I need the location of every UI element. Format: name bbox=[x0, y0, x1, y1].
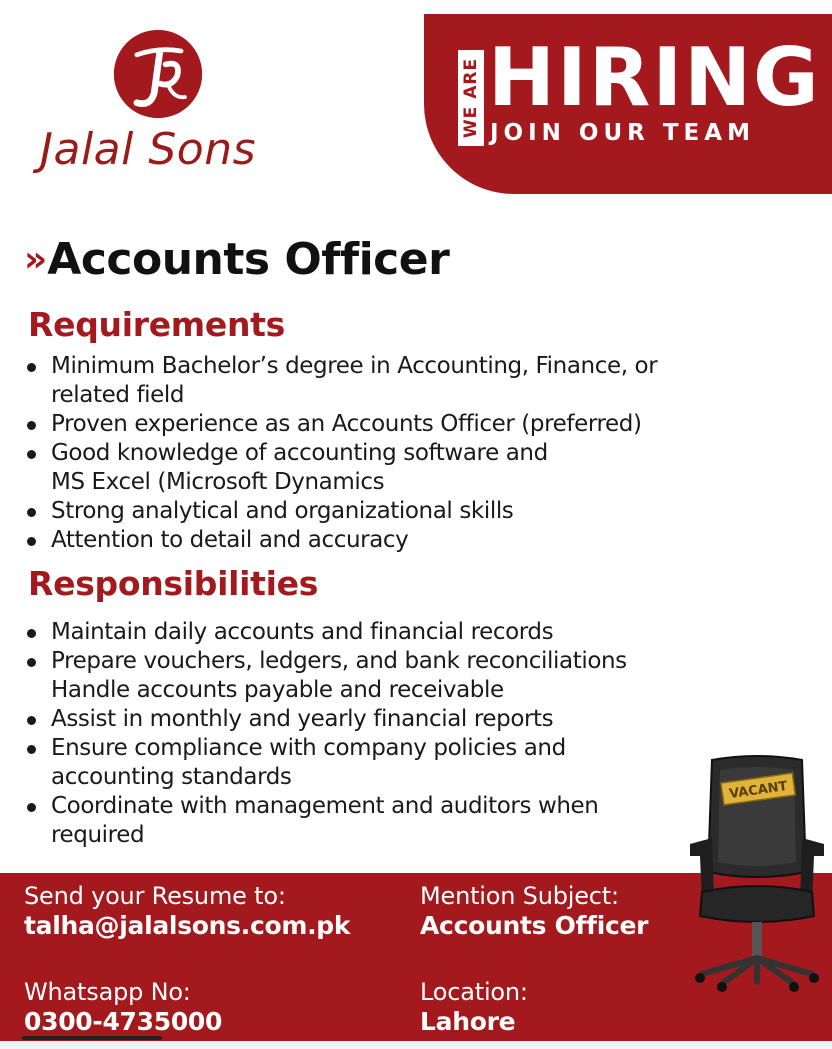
requirements-heading: Requirements bbox=[28, 305, 285, 344]
responsibilities-list bbox=[24, 618, 627, 850]
responsibilities-heading: Responsibilities bbox=[28, 564, 319, 603]
js-monogram-icon bbox=[110, 26, 206, 122]
vacant-sign: VACANT bbox=[728, 778, 789, 802]
resume-label: Send your Resume to: bbox=[24, 882, 286, 910]
responsibility-item-text: Assist in monthly and yearly financial reports bbox=[51, 706, 554, 732]
responsibility-item bbox=[24, 618, 627, 647]
requirement-item bbox=[24, 410, 657, 439]
subject-value: Accounts Officer bbox=[420, 911, 649, 940]
requirement-item bbox=[24, 439, 657, 497]
requirement-item-text: Proven experience as an Accounts Officer (preferred) bbox=[51, 411, 642, 437]
brand-name: Jalal Sons bbox=[40, 124, 256, 175]
banner-headline: HIRING bbox=[488, 31, 821, 124]
bullet-icon bbox=[27, 658, 36, 667]
banner-tab-text: WE ARE bbox=[461, 57, 481, 139]
job-title-text: Accounts Officer bbox=[47, 234, 450, 285]
requirement-item-text: Good knowledge of accounting software and bbox=[51, 440, 548, 466]
responsibility-item-text: Prepare vouchers, ledgers, and bank reconciliations bbox=[51, 648, 627, 674]
subject-block bbox=[420, 881, 648, 941]
responsibility-item-text: required bbox=[51, 822, 145, 848]
banner-subline: JOIN OUR TEAM bbox=[490, 120, 755, 146]
job-title bbox=[24, 234, 449, 285]
bullet-icon bbox=[27, 363, 36, 372]
responsibility-item bbox=[24, 647, 627, 705]
requirement-item bbox=[24, 526, 657, 555]
bullet-icon bbox=[27, 745, 36, 754]
responsibility-item-text: Ensure compliance with company policies and bbox=[51, 735, 566, 761]
whatsapp-label: Whatsapp No: bbox=[24, 978, 191, 1006]
bottom-strip bbox=[0, 1041, 832, 1049]
requirement-item-text: Minimum Bachelor’s degree in Accounting, Finance, or bbox=[51, 353, 658, 379]
requirement-item-text: related field bbox=[51, 382, 185, 408]
bullet-icon bbox=[27, 421, 36, 430]
location-value: Lahore bbox=[420, 1007, 516, 1036]
brand-logo bbox=[38, 26, 298, 176]
resume-block bbox=[24, 881, 350, 941]
subject-label: Mention Subject: bbox=[420, 882, 619, 910]
whatsapp-number[interactable]: 0300-4735000 bbox=[24, 1007, 223, 1036]
bullet-icon bbox=[27, 450, 36, 459]
double-chevron-icon: » bbox=[24, 239, 42, 280]
bullet-icon bbox=[27, 716, 36, 725]
whatsapp-block bbox=[24, 977, 222, 1037]
responsibility-item bbox=[24, 734, 627, 792]
bullet-icon bbox=[27, 629, 36, 638]
requirement-item bbox=[24, 352, 657, 410]
requirement-item-text: Attention to detail and accuracy bbox=[51, 527, 409, 553]
responsibility-item-text: Coordinate with management and auditors when bbox=[51, 793, 599, 819]
banner-tab bbox=[458, 50, 484, 146]
requirement-item-text: MS Excel (Microsoft Dynamics bbox=[51, 469, 385, 495]
location-block bbox=[420, 977, 528, 1037]
office-chair-icon bbox=[682, 752, 832, 992]
requirements-list bbox=[24, 352, 657, 555]
responsibility-item-text: Handle accounts payable and receivable bbox=[51, 677, 504, 703]
bullet-icon bbox=[27, 803, 36, 812]
responsibility-item bbox=[24, 792, 627, 850]
home-indicator bbox=[22, 1036, 162, 1040]
location-label: Location: bbox=[420, 978, 528, 1006]
resume-email[interactable]: talha@jalalsons.com.pk bbox=[24, 911, 351, 940]
responsibility-item-text: accounting standards bbox=[51, 764, 292, 790]
requirement-item-text: Strong analytical and organizational skills bbox=[51, 498, 514, 524]
requirement-item bbox=[24, 497, 657, 526]
responsibility-item bbox=[24, 705, 627, 734]
bullet-icon bbox=[27, 537, 36, 546]
bullet-icon bbox=[27, 508, 36, 517]
responsibility-item-text: Maintain daily accounts and financial records bbox=[51, 619, 554, 645]
